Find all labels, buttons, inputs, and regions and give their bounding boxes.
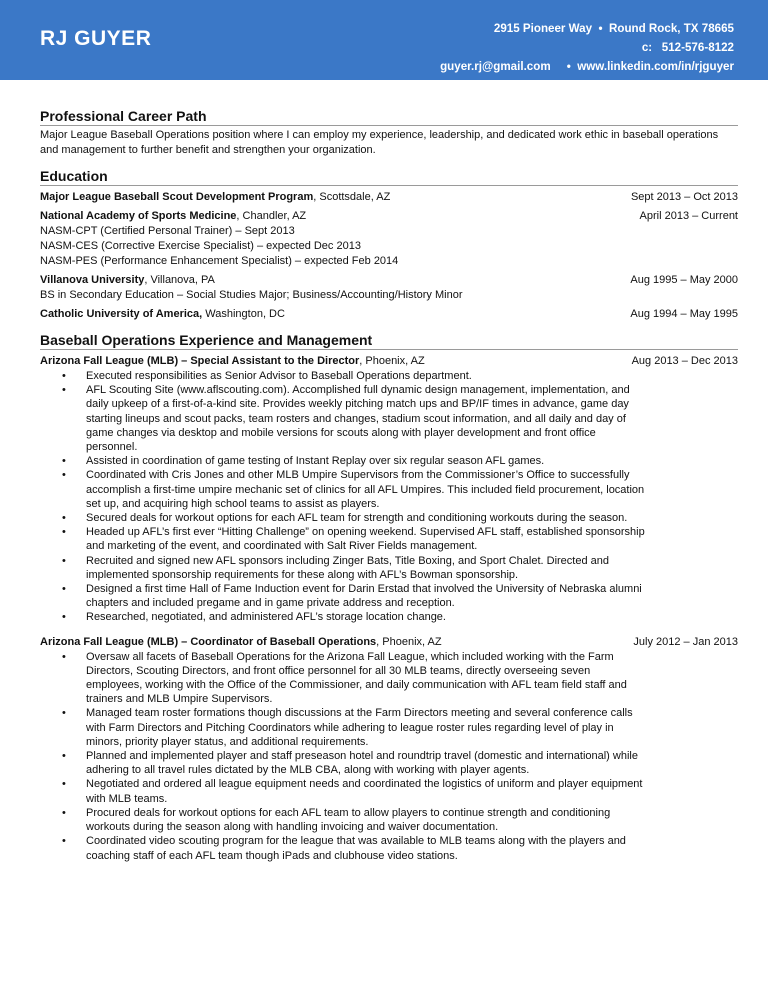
list-item: • Recruited and signed new AFL sponsors including Zinger Bats, Title Boxing, and Sport Chalet. Directed and implemented sponsorship requirements for these along with AFL’s Bowman sponsorship. bbox=[40, 554, 646, 582]
education-entry bbox=[40, 307, 738, 322]
date-range: Sept 2013 – Oct 2013 bbox=[630, 191, 738, 203]
location: Washington, DC bbox=[202, 308, 285, 320]
education-entry bbox=[40, 190, 738, 205]
job-title: Arizona Fall League (MLB) – Coordinator of Baseball Operations bbox=[40, 635, 377, 648]
location: , Phoenix, AZ bbox=[359, 355, 425, 367]
section-title: Baseball Operations Experience and Management bbox=[40, 332, 738, 350]
institution: Villanova University bbox=[40, 274, 145, 286]
responsibilities-list bbox=[40, 369, 738, 625]
career-section bbox=[40, 108, 738, 158]
institution: Major League Baseball Scout Development Program bbox=[40, 191, 314, 203]
address: 2915 Pioneer Way • Round Rock, TX 78665 bbox=[493, 22, 734, 35]
education-entry bbox=[40, 209, 738, 269]
certification: NASM-CES (Corrective Exercise Specialist) – expected Dec 2013 bbox=[40, 240, 361, 252]
date-range: Aug 1995 – May 2000 bbox=[630, 274, 738, 286]
responsibilities-list bbox=[40, 650, 738, 863]
job-title: Arizona Fall League (MLB) – Special Assistant to the Director bbox=[40, 355, 360, 367]
list-item: • Secured deals for workout options for each AFL team for strength and conditioning workouts during the season. bbox=[40, 511, 646, 525]
job-entry bbox=[40, 354, 738, 625]
location: , Villanova, PA bbox=[144, 274, 215, 286]
career-summary: Major League Baseball Operations position where I can employ my experience, leadership, and dedicated work ethic in baseball operations and management to further benefit and strengthen your organization. bbox=[40, 129, 719, 156]
education-entry bbox=[40, 273, 738, 303]
certification: NASM-PES (Performance Enhancement Specialist) – expected Feb 2014 bbox=[40, 255, 399, 267]
date-range: July 2012 – Jan 2013 bbox=[633, 635, 738, 648]
certification: NASM-CPT (Certified Personal Trainer) – Sept 2013 bbox=[40, 225, 295, 237]
education-section bbox=[40, 168, 738, 322]
list-item: • Negotiated and ordered all league equipment needs and coordinated the logistics of uniform and player equipment with MLB teams. bbox=[40, 777, 646, 805]
location: , Chandler, AZ bbox=[236, 210, 307, 222]
job-entry bbox=[40, 635, 738, 863]
list-item: • Procured deals for workout options for each AFL team to allow players to continue strength and conditioning workouts during the season along with handling invoicing and waiver documentation. bbox=[40, 806, 646, 834]
degree: BS in Secondary Education – Social Studies Major; Business/Accounting/History Minor bbox=[40, 289, 463, 301]
list-item: • Oversaw all facets of Baseball Operations for the Arizona Fall League, which included working with the Farm Directors, Scouting Directors, and front office personnel for all 30 MLB teams, directly overseeing seven employees, working with the Office of the Commissioner, and daily communication with AFL team field staff and trainers and MLB Umpire Supervisors. bbox=[40, 650, 646, 707]
section-title: Professional Career Path bbox=[40, 108, 738, 126]
list-item: • Coordinated video scouting program for the league that was available to MLB teams along with the players and coaching staff of each AFL team though iPads and clubhouse video stations. bbox=[40, 834, 646, 862]
list-item: • Headed up AFL’s first ever “Hitting Challenge” on opening weekend. Supervised AFL staff, established sponsorship and marketing of the event, and coordinated with Salt River Fields management. bbox=[40, 525, 646, 553]
list-item: • Assisted in coordination of game testing of Instant Replay over six regular season AFL games. bbox=[40, 454, 646, 468]
list-item: • Planned and implemented player and staff preseason hotel and roundtrip travel (domestic and international) while adhering to all travel rules dictated by the MLB CBA, along with working with player agents. bbox=[40, 749, 646, 777]
email-and-linkedin: guyer.rj@gmail.com • www.linkedin.com/in/rjguyer bbox=[440, 60, 734, 73]
experience-section bbox=[40, 332, 738, 863]
location: , Phoenix, AZ bbox=[376, 635, 442, 648]
date-range: April 2013 – Current bbox=[639, 210, 738, 222]
location: , Scottsdale, AZ bbox=[313, 191, 391, 203]
resume-header bbox=[0, 0, 768, 80]
contact-block bbox=[440, 19, 734, 76]
list-item: • Designed a first time Hall of Fame Induction event for Darin Erstad that involved the University of Nebraska alumni chapters and included pregame and in game private address and reception. bbox=[40, 582, 646, 610]
institution: National Academy of Sports Medicine bbox=[40, 210, 237, 222]
section-title: Education bbox=[40, 168, 738, 186]
list-item: • Managed team roster formations though discussions at the Farm Directors meeting and several conference calls with Farm Directors and Pitching Coordinators while adhering to league roster rules regarding level of play in minors, priority player status, and additional requirements. bbox=[40, 706, 646, 749]
phone: c: 512-576-8122 bbox=[641, 41, 734, 54]
candidate-name: RJ GUYER bbox=[40, 27, 152, 50]
list-item: • Executed responsibilities as Senior Advisor to Baseball Operations department. bbox=[40, 369, 646, 383]
date-range: Aug 1994 – May 1995 bbox=[630, 308, 738, 320]
date-range: Aug 2013 – Dec 2013 bbox=[631, 355, 738, 367]
list-item: • Coordinated with Cris Jones and other MLB Umpire Supervisors from the Commissioner’s Office to successfully accomplish a first-time umpire mechanic set of clinics for all AFL Umpires. This included field procurement, location set up, and acquiring high school teams to assist as players. bbox=[40, 468, 646, 511]
resume-body bbox=[40, 108, 738, 873]
institution: Catholic University of America, bbox=[40, 308, 203, 320]
list-item: • Researched, negotiated, and administered AFL’s storage location change. bbox=[40, 610, 646, 624]
list-item: • AFL Scouting Site (www.aflscouting.com). Accomplished full dynamic design management, implementation, and daily upkeep of a first-of-a-kind site. Provides weekly pitching match ups and BP/IF times in advance, game day starting lineups and scout packs, team rosters and changes, stadium scout information, and all daily and day of game changes via desktop and mobile versions for scouts along with player development and front office personnel. bbox=[40, 383, 646, 454]
